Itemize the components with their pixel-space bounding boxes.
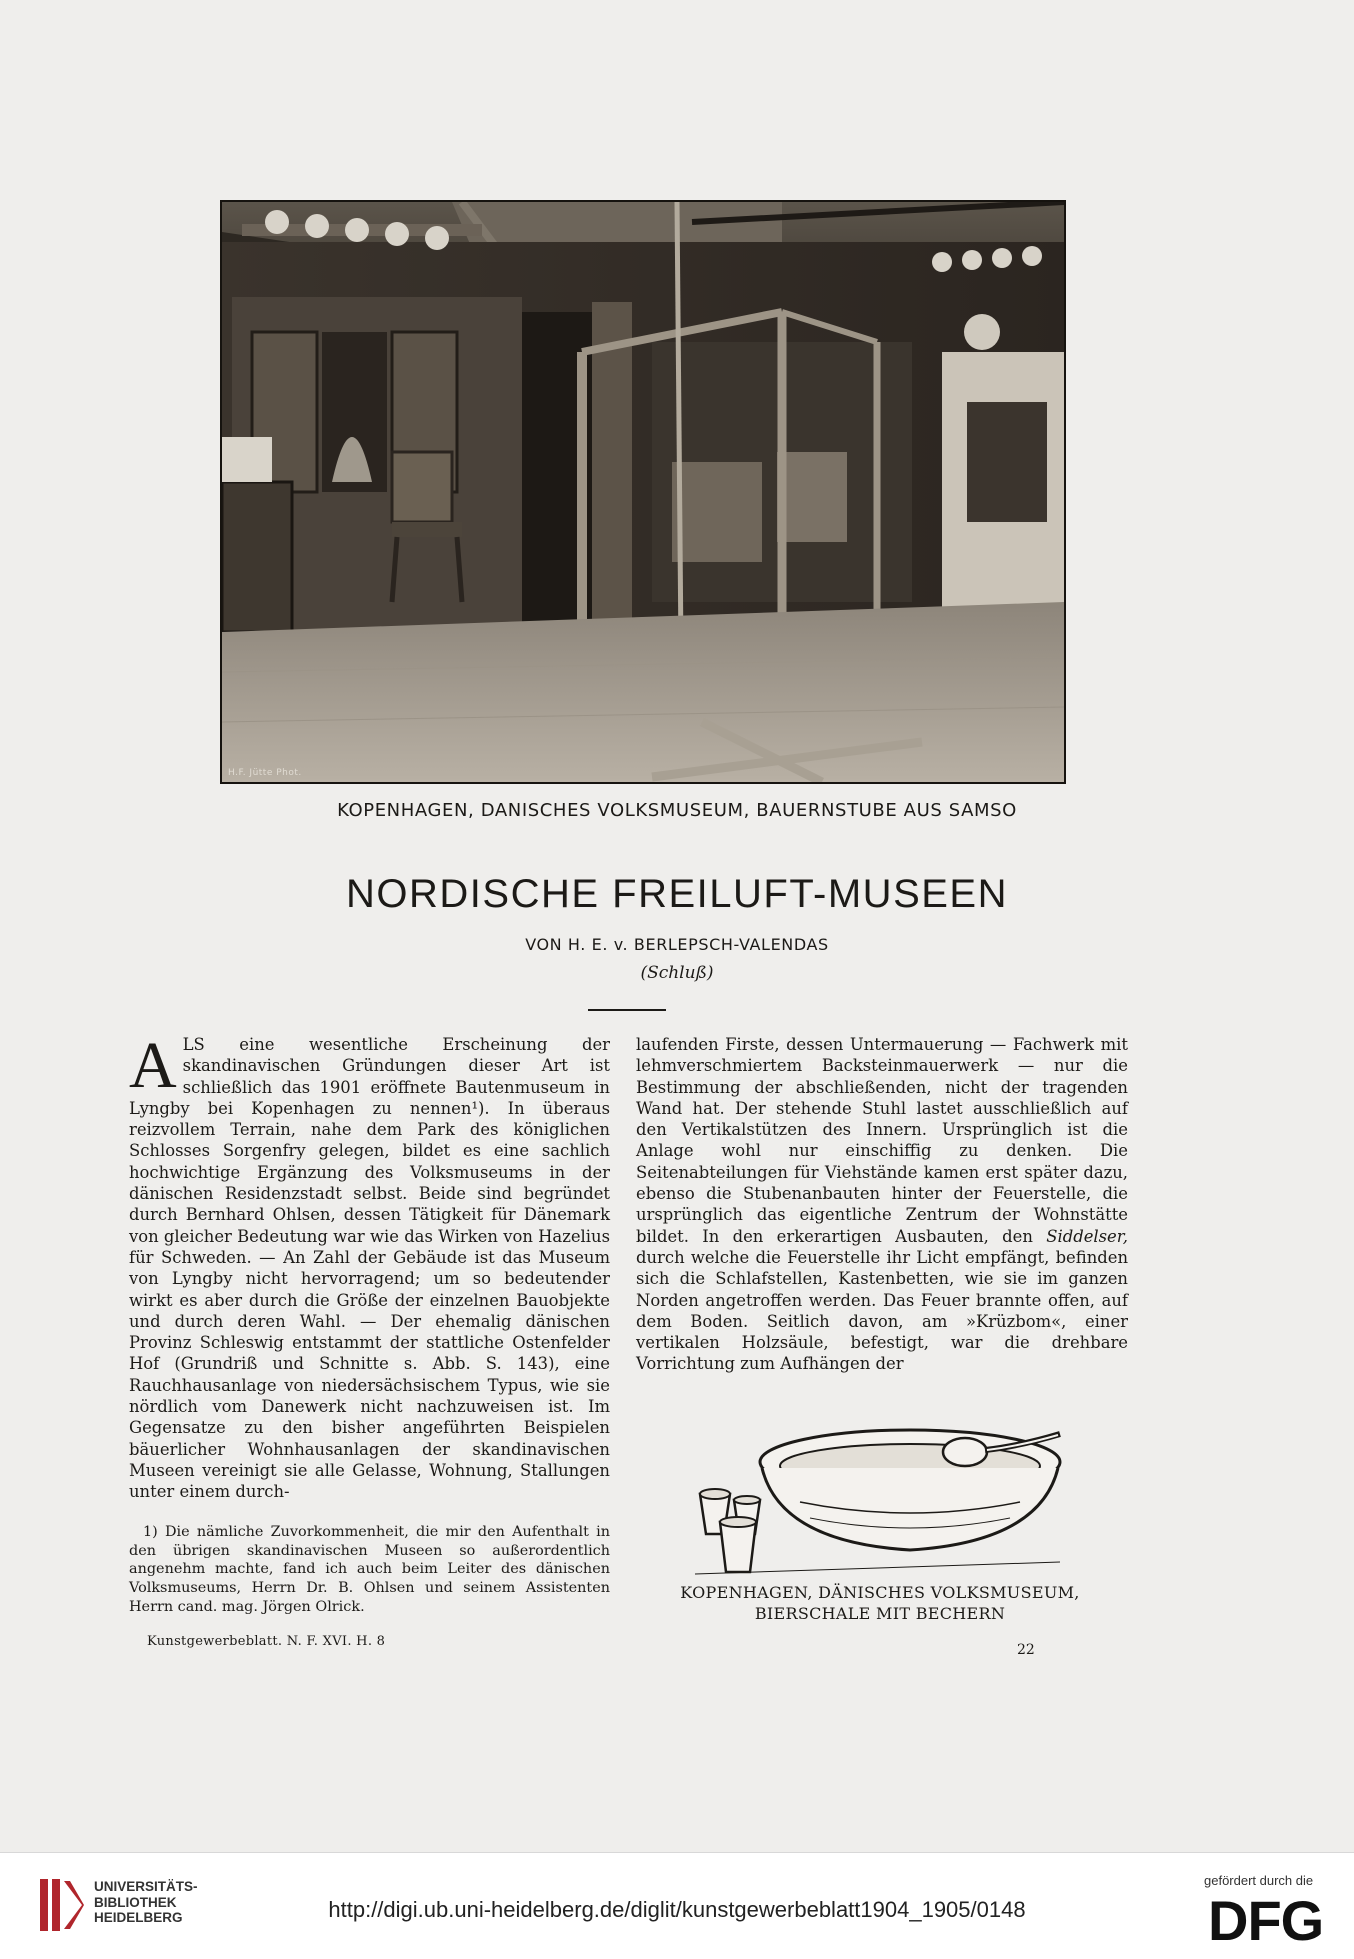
footnote: 1) Die nämliche Zuvorkommenheit, die mir den Aufenthalt in den übrigen skandinavischen Museen so außerordentlich angenehm machte, fand ich auch beim Leiter des dänischen Volksmuseums, Herrn Dr. B. Ohlsen und seinem Assistenten Herrn cand. mag. Jörgen Olrick. xyxy=(129,1524,610,1615)
university-library-logo-icon[interactable] xyxy=(40,1875,84,1935)
university-library-name[interactable] xyxy=(94,1879,198,1926)
bowl-caption-line-1: KOPENHAGEN, DÄNISCHES VOLKSMUSEUM, xyxy=(680,1583,1080,1602)
library-name-line-1: UNIVERSITÄTS- xyxy=(94,1879,198,1894)
bowl-caption-line-2: BIERSCHALE MIT BECHERN xyxy=(754,1604,1006,1623)
article-author: VON H. E. v. BERLEPSCH-VALENDAS xyxy=(525,935,829,954)
viewer-footer xyxy=(0,1852,1354,1959)
permalink-url[interactable]: http://digi.ub.uni-heidelberg.de/diglit/kunstgewerbeblatt1904_1905/0148 xyxy=(328,1897,1026,1922)
article-title: NORDISCHE FREILUFT-MUSEEN xyxy=(346,872,1008,916)
title-divider xyxy=(588,1009,666,1011)
journal-reference: Kunstgewerbeblatt. N. F. XVI. H. 8 xyxy=(147,1634,386,1649)
article-continuation-note: (Schluß) xyxy=(640,963,714,983)
right-column-text-end: durch welche die Feuerstelle ihr Licht empfängt, befinden sich die Schlafstellen, Kastenbetten, wie sie im ganzen Norden angetroffen werden. Das Feuer brannte offen, auf dem Boden. Seitlich davon, am »Krüzbom«, einer vertikalen Holzsäule, befestigt, war die drehbare Vorrichtung zum Aufhängen der xyxy=(636,1247,1128,1374)
farmhouse-room-photograph xyxy=(220,200,1066,784)
funded-by-label: gefördert durch die xyxy=(1204,1873,1314,1888)
library-name-line-3: HEIDELBERG xyxy=(94,1910,183,1925)
right-column-italic-term: Siddelser, xyxy=(1046,1226,1128,1246)
right-column-text-start: laufenden Firste, dessen Untermauerung — Fachwerk mit lehmverschmiertem Backsteinmauerwerk — nur die Bestimmung der abschließenden, nicht der tragenden Wand hat. Der stehende Stuhl lastet ausschließlich auf den Vertikalstützen des Innern. Ursprünglich ist die Anlage wohl nur einschiffig zu denken. Die Seitenabteilungen für Viehstände kamen erst später dazu, ebenso die Stubenanbauten hinter der Feuerstelle, die ursprünglich das eigentliche Zentrum der Wohnstätte bildet. In den erkerartigen Ausbauten, den xyxy=(636,1035,1128,1246)
drop-cap: A xyxy=(129,1029,177,1102)
left-column-text: LS eine wesentliche Erscheinung der skandinavischen Gründungen dieser Art ist schließlich das 1901 eröffnete Bautenmuseum in Lyngby bei Kopenhagen zu nennen¹). In überaus reizvollem Terrain, nahe dem Park des königlichen Schlosses Sorgenfry gelegen, bildet es eine sachlich hochwichtige Ergänzung des Volksmuseums in der dänischen Residenzstadt selbst. Beide sind begründet durch Bernhard Ohlsen, dessen Tätigkeit für Dänemark von gleicher Bedeutung war wie das Wirken von Hazelius für Schweden. — An Zahl der Gebäude ist das Museum von Lyngby nicht hervorragend; um so bedeutender wirkt es aber durch die Größe der einzelnen Bauobjekte und durch deren Wahl. — Der ehemalig dänischen Provinz Schleswig entstammt der stattliche Ostenfelder Hof (Grundriß und Schnitte s. Abb. S. 143), eine Rauchhausanlage von niedersächsischem Typus, wie sie nördlich vom Danewerk nicht nachzuweisen ist. Im Gegensatze zu den bisher angeführten Beispielen bäuerlicher Wohnhausanlagen der skandinavischen Museen vereinigt sie alle Gelasse, Wohnung, Stallungen unter einem durch- xyxy=(129,1035,610,1502)
beer-bowl-illustration xyxy=(690,1422,1070,1582)
text-column-left xyxy=(129,1029,610,1503)
text-column-right xyxy=(636,1034,1128,1375)
dfg-logo[interactable]: DFG xyxy=(1208,1889,1324,1952)
photograph-drawing xyxy=(222,202,1064,782)
page-number: 22 xyxy=(1017,1642,1035,1658)
photo-caption: KOPENHAGEN, DANISCHES VOLKSMUSEUM, BAUERNSTUBE AUS SAMSO xyxy=(337,800,1017,821)
bowl-caption xyxy=(640,1582,1120,1624)
beer-bowl-drawing xyxy=(690,1422,1070,1582)
photo-signature: H.F. Jütte Phot. xyxy=(228,768,302,778)
library-name-line-2: BIBLIOTHEK xyxy=(94,1894,177,1910)
